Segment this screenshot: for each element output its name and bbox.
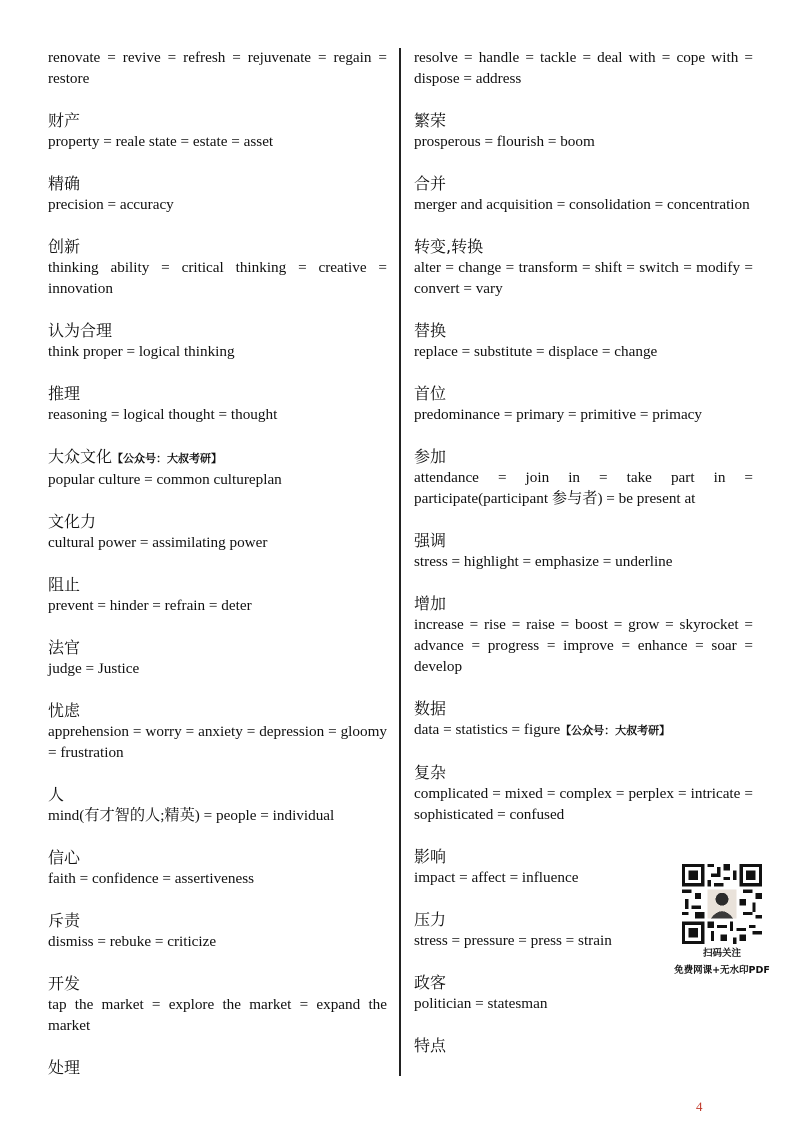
entry-heading: 人 bbox=[48, 785, 65, 804]
entry-heading: 推理 bbox=[48, 384, 81, 403]
entry-right-0 bbox=[414, 47, 753, 89]
wechat-note: 【公众号：大叔考研】 bbox=[112, 452, 223, 465]
entry-emphasize bbox=[414, 530, 753, 572]
column-divider bbox=[399, 48, 401, 1076]
left-column bbox=[48, 47, 387, 1078]
entry-heading: 压力 bbox=[414, 910, 447, 929]
entry-definition: politician = statesman bbox=[414, 995, 548, 1012]
entry-definition: mind(有才智的人;精英) = people = individual bbox=[48, 807, 335, 824]
entry-definition: complicated = mixed = complex = perplex = intricate = sophisticated = confused bbox=[414, 785, 753, 823]
entry-property bbox=[48, 110, 387, 152]
entry-definition: cultural power = assimilating power bbox=[48, 534, 268, 551]
entry-innovation bbox=[48, 236, 387, 299]
entry-definition: judge = Justice bbox=[48, 660, 140, 677]
entry-worry bbox=[48, 700, 387, 763]
entry-definition: apprehension = worry = anxiety = depression = gloomy = frustration bbox=[48, 723, 387, 761]
entry-definition: dismiss = rebuke = criticize bbox=[48, 933, 217, 950]
entry-definition: tap the market = explore the market = expand the market bbox=[48, 996, 387, 1034]
entry-heading-text: 大众文化 bbox=[48, 447, 113, 466]
entry-heading: 阻止 bbox=[48, 575, 81, 594]
entry-heading: 政客 bbox=[414, 973, 447, 992]
entry-heading: 财产 bbox=[48, 111, 81, 130]
qr-code-icon[interactable] bbox=[682, 864, 762, 944]
entry-heading: 强调 bbox=[414, 531, 447, 550]
entry-heading: 文化力 bbox=[48, 512, 97, 531]
entry-definition: stress = pressure = press = strain bbox=[414, 932, 612, 949]
entry-definition: precision = accuracy bbox=[48, 196, 174, 213]
entry-primacy bbox=[414, 383, 753, 425]
entry-merger bbox=[414, 173, 753, 215]
entry-heading: 法官 bbox=[48, 638, 81, 657]
wechat-note: 【公众号：大叔考研】 bbox=[560, 724, 671, 737]
entry-heading: 转变,转换 bbox=[414, 237, 484, 256]
entry-people bbox=[48, 784, 387, 826]
entry-handle bbox=[48, 1057, 387, 1078]
qr-promo bbox=[660, 864, 784, 978]
qr-caption-scan: 扫码关注 bbox=[702, 948, 741, 959]
entry-left-0 bbox=[48, 47, 387, 89]
entry-heading: 复杂 bbox=[414, 763, 447, 782]
entry-definition: merger and acquisition = consolidation = concentration bbox=[414, 196, 750, 213]
entry-definition: faith = confidence = assertiveness bbox=[48, 870, 255, 887]
entry-heading: 参加 bbox=[414, 447, 447, 466]
entry-definition: reasoning = logical thought = thought bbox=[48, 406, 278, 423]
entry-heading: 增加 bbox=[414, 594, 447, 613]
entry-judge bbox=[48, 637, 387, 679]
entry-definition: prosperous = flourish = boom bbox=[414, 133, 595, 150]
entry-reasonable bbox=[48, 320, 387, 362]
entry-heading: 数据 bbox=[414, 699, 447, 718]
entry-heading: 精确 bbox=[48, 174, 81, 193]
entry-cultural-power bbox=[48, 511, 387, 553]
entry-heading bbox=[48, 446, 387, 469]
entry-heading: 信心 bbox=[48, 848, 81, 867]
entry-heading: 首位 bbox=[414, 384, 447, 403]
entry-prosperous bbox=[414, 110, 753, 152]
entry-heading: 斥责 bbox=[48, 911, 81, 930]
entry-definition-text: data = statistics = figure bbox=[414, 721, 561, 738]
entry-transform bbox=[414, 236, 753, 299]
entry-heading: 特点 bbox=[414, 1036, 447, 1055]
entry-definition bbox=[414, 719, 753, 741]
entry-increase bbox=[414, 593, 753, 677]
entry-definition: renovate = revive = refresh = rejuvenate = regain = restore bbox=[48, 49, 387, 87]
entry-definition: alter = change = transform = shift = switch = modify = convert = vary bbox=[414, 259, 753, 297]
entry-definition: increase = rise = raise = boost = grow = skyrocket = advance = progress = improve = enhance = soar = develop bbox=[414, 616, 753, 675]
entry-participate bbox=[414, 446, 753, 509]
entry-popular-culture bbox=[48, 446, 387, 490]
entry-data bbox=[414, 698, 753, 741]
entry-develop-market bbox=[48, 973, 387, 1036]
entry-heading: 处理 bbox=[48, 1058, 81, 1077]
entry-heading: 忧虑 bbox=[48, 701, 81, 720]
entry-definition: think proper = logical thinking bbox=[48, 343, 235, 360]
entry-heading: 创新 bbox=[48, 237, 81, 256]
entry-heading: 开发 bbox=[48, 974, 81, 993]
entry-definition: property = reale state = estate = asset bbox=[48, 133, 274, 150]
entry-characteristic bbox=[414, 1035, 753, 1056]
entry-definition: popular culture = common cultureplan bbox=[48, 471, 282, 488]
entry-complicated bbox=[414, 762, 753, 825]
entry-confidence bbox=[48, 847, 387, 889]
entry-definition: impact = affect = influence bbox=[414, 869, 579, 886]
entry-definition: predominance = primary = primitive = primacy bbox=[414, 406, 703, 423]
entry-heading: 合并 bbox=[414, 174, 447, 193]
entry-definition: resolve = handle = tackle = deal with = cope with = dispose = address bbox=[414, 49, 753, 87]
entry-heading: 替换 bbox=[414, 321, 447, 340]
page-number: 4 bbox=[696, 1099, 703, 1114]
entry-heading: 认为合理 bbox=[48, 321, 113, 340]
entry-heading: 影响 bbox=[414, 847, 447, 866]
entry-replace bbox=[414, 320, 753, 362]
entry-heading: 繁荣 bbox=[414, 111, 447, 130]
entry-criticize bbox=[48, 910, 387, 952]
entry-precision bbox=[48, 173, 387, 215]
entry-definition: stress = highlight = emphasize = underline bbox=[414, 553, 673, 570]
entry-reasoning bbox=[48, 383, 387, 425]
entry-politician bbox=[414, 972, 753, 1014]
entry-definition: prevent = hinder = refrain = deter bbox=[48, 597, 252, 614]
entry-definition: replace = substitute = displace = change bbox=[414, 343, 658, 360]
entry-definition: thinking ability = critical thinking = creative = innovation bbox=[48, 259, 387, 297]
entry-prevent bbox=[48, 574, 387, 616]
qr-caption-promo: 免费网课+无水印PDF bbox=[674, 965, 770, 976]
entry-definition: attendance = join in = take part in = participate(participant 参与者) = be present at bbox=[414, 469, 753, 507]
